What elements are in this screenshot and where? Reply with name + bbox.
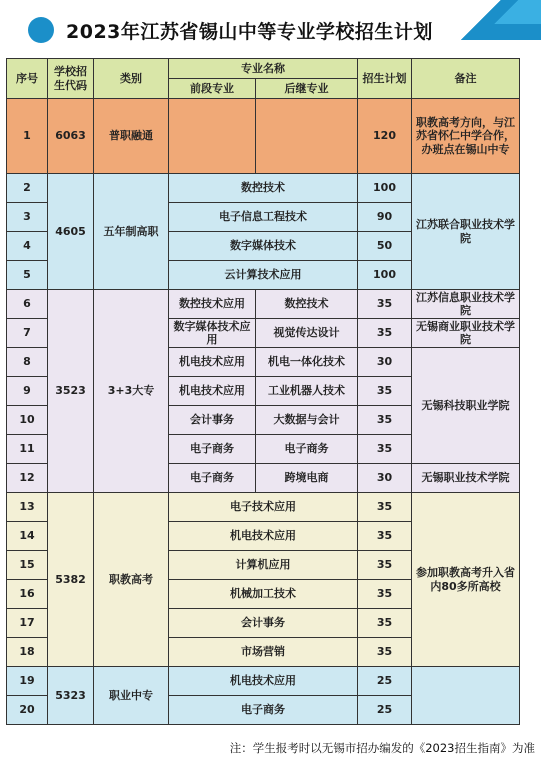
cell-back-major: 大数据与会计: [256, 406, 358, 435]
cell-plan: 30: [358, 348, 412, 377]
header-category: 类别: [94, 59, 169, 99]
cell-plan: 35: [358, 406, 412, 435]
bullet-dot-icon: [28, 17, 54, 43]
cell-front-major: 数控技术应用: [169, 290, 256, 319]
page-header: [28, 14, 501, 46]
cell-seq: 15: [7, 551, 48, 580]
cell-plan: 35: [358, 493, 412, 522]
cell-seq: 10: [7, 406, 48, 435]
table-row: [7, 174, 520, 203]
cell-category: 职教高考: [94, 493, 169, 667]
cell-category: 普职融通: [94, 99, 169, 174]
cell-plan: 100: [358, 261, 412, 290]
cell-major: 机电技术应用: [169, 522, 358, 551]
enrollment-plan-table-wrap: [6, 58, 519, 725]
cell-seq: 3: [7, 203, 48, 232]
cell-plan: 35: [358, 319, 412, 348]
cell-category: 职业中专: [94, 667, 169, 725]
enrollment-plan-table: [6, 58, 520, 725]
cell-front-major: 数字媒体技术应用: [169, 319, 256, 348]
cell-back-major: 数控技术: [256, 290, 358, 319]
cell-seq: 20: [7, 696, 48, 725]
cell-major: 云计算技术应用: [169, 261, 358, 290]
cell-seq: 19: [7, 667, 48, 696]
header-code: 学校招生代码: [48, 59, 94, 99]
cell-code: 5323: [48, 667, 94, 725]
cell-plan: 35: [358, 609, 412, 638]
cell-major: 数控技术: [169, 174, 358, 203]
header-major: 专业名称: [169, 59, 358, 79]
cell-note: 江苏信息职业技术学院: [412, 290, 520, 319]
cell-seq: 18: [7, 638, 48, 667]
header-front-major: 前段专业: [169, 79, 256, 99]
cell-seq: 11: [7, 435, 48, 464]
cell-plan: 100: [358, 174, 412, 203]
cell-seq: 16: [7, 580, 48, 609]
cell-front-major: 机电技术应用: [169, 348, 256, 377]
cell-major: 机电技术应用: [169, 667, 358, 696]
cell-code: 6063: [48, 99, 94, 174]
table-row: [7, 290, 520, 319]
cell-category: 3+3大专: [94, 290, 169, 493]
cell-plan: 35: [358, 435, 412, 464]
cell-front-major: 会计事务: [169, 406, 256, 435]
cell-seq: 1: [7, 99, 48, 174]
cell-seq: 17: [7, 609, 48, 638]
cell-major: 计算机应用: [169, 551, 358, 580]
cell-note: 无锡商业职业技术学院: [412, 319, 520, 348]
cell-seq: 12: [7, 464, 48, 493]
cell-plan: 120: [358, 99, 412, 174]
cell-seq: 2: [7, 174, 48, 203]
cell-back-major: 视觉传达设计: [256, 319, 358, 348]
table-row: [7, 493, 520, 522]
table-row: [7, 99, 520, 174]
cell-code: 3523: [48, 290, 94, 493]
cell-seq: 13: [7, 493, 48, 522]
cell-seq: 8: [7, 348, 48, 377]
cell-seq: 6: [7, 290, 48, 319]
cell-seq: 14: [7, 522, 48, 551]
cell-plan: 25: [358, 667, 412, 696]
cell-plan: 25: [358, 696, 412, 725]
cell-major: 市场营销: [169, 638, 358, 667]
cell-major: 电子商务: [169, 696, 358, 725]
cell-back-major: 工业机器人技术: [256, 377, 358, 406]
cell-seq: 4: [7, 232, 48, 261]
cell-note: 无锡科技职业学院: [412, 348, 520, 464]
cell-major: 电子技术应用: [169, 493, 358, 522]
cell-major: 数字媒体技术: [169, 232, 358, 261]
header-plan: 招生计划: [358, 59, 412, 99]
cell-note: 无锡职业技术学院: [412, 464, 520, 493]
cell-code: 5382: [48, 493, 94, 667]
cell-plan: 35: [358, 551, 412, 580]
cell-front-major: [169, 99, 256, 174]
cell-plan: 35: [358, 580, 412, 609]
cell-plan: 35: [358, 638, 412, 667]
cell-front-major: 电子商务: [169, 464, 256, 493]
header-seq: 序号: [7, 59, 48, 99]
page-title: 2023年江苏省锡山中等专业学校招生计划: [66, 20, 433, 43]
cell-seq: 7: [7, 319, 48, 348]
cell-plan: 35: [358, 377, 412, 406]
cell-plan: 50: [358, 232, 412, 261]
cell-note: 职教高考方向，与江苏省怀仁中学合作，办班点在锡山中专: [412, 99, 520, 174]
cell-back-major: 机电一体化技术: [256, 348, 358, 377]
cell-plan: 35: [358, 522, 412, 551]
cell-major: 电子信息工程技术: [169, 203, 358, 232]
cell-category: 五年制高职: [94, 174, 169, 290]
cell-back-major: 电子商务: [256, 435, 358, 464]
cell-plan: 30: [358, 464, 412, 493]
cell-major: 机械加工技术: [169, 580, 358, 609]
cell-major: 会计事务: [169, 609, 358, 638]
cell-back-major: 跨境电商: [256, 464, 358, 493]
cell-front-major: 电子商务: [169, 435, 256, 464]
cell-note: [412, 667, 520, 725]
table-row: [7, 667, 520, 696]
cell-back-major: [256, 99, 358, 174]
cell-plan: 90: [358, 203, 412, 232]
cell-code: 4605: [48, 174, 94, 290]
cell-note: 参加职教高考升入省内80多所高校: [412, 493, 520, 667]
header-back-major: 后继专业: [256, 79, 358, 99]
cell-seq: 5: [7, 261, 48, 290]
cell-plan: 35: [358, 290, 412, 319]
cell-note: 江苏联合职业技术学院: [412, 174, 520, 290]
header-note: 备注: [412, 59, 520, 99]
footer-note: 注：学生报考时以无锡市招办编发的《2023招生指南》为准: [229, 741, 535, 755]
cell-front-major: 机电技术应用: [169, 377, 256, 406]
cell-seq: 9: [7, 377, 48, 406]
